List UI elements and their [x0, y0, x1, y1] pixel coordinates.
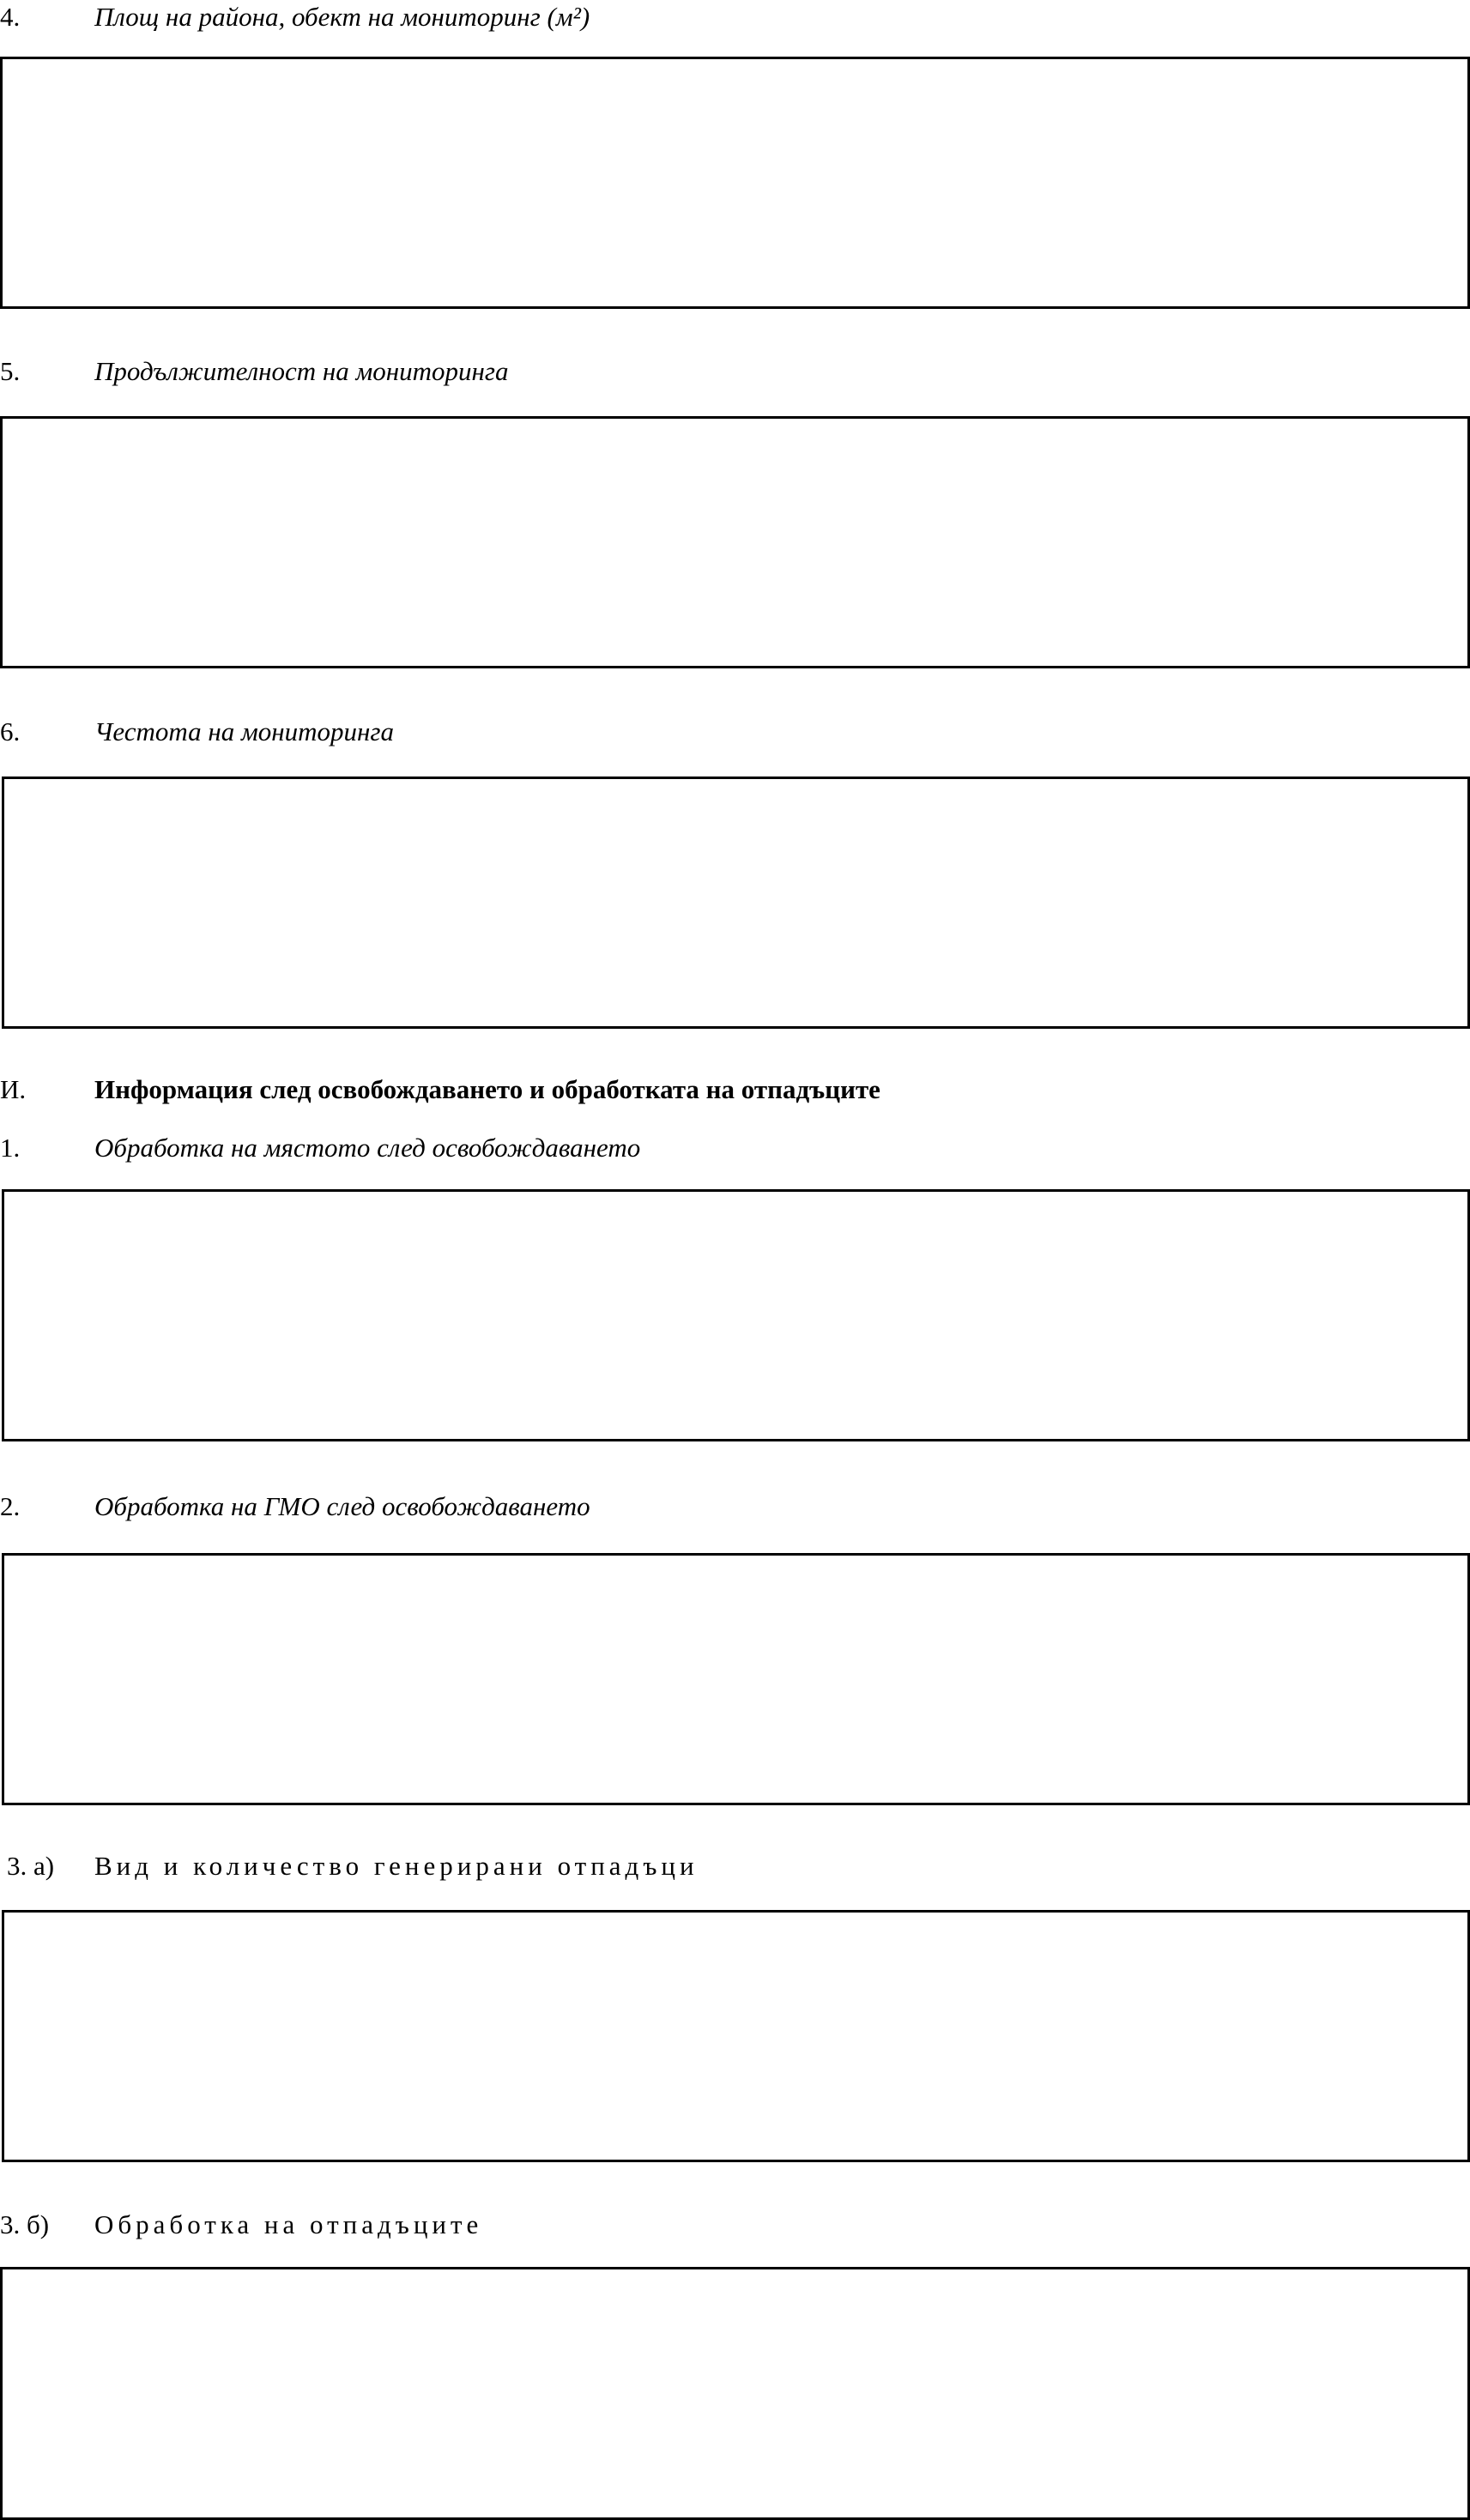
item-number: 5.	[0, 356, 21, 386]
item-label: Обработка на мястото след освобождаването	[94, 1133, 641, 1163]
item-number: 6.	[0, 716, 21, 746]
monitoring-duration-field[interactable]	[0, 416, 1470, 668]
item-number: 4.	[0, 2, 21, 32]
waste-treatment-field[interactable]	[0, 2267, 1470, 2520]
item-number: 2.	[0, 1491, 21, 1521]
monitoring-area-field[interactable]	[0, 57, 1470, 309]
item-label: Честота на мониторинга	[94, 716, 395, 746]
section-number: И.	[0, 1074, 27, 1104]
section-title: Информация след освобождаването и обработката на отпадъците	[94, 1074, 880, 1104]
item-number: 3. б)	[0, 2209, 50, 2239]
monitoring-frequency-field[interactable]	[2, 777, 1470, 1029]
item-label: Обработка на ГМО след освобождаването	[94, 1491, 590, 1521]
item-label: Площ на района, обект на мониторинг (м²)	[94, 2, 590, 32]
item-label: Вид и количество генерирани отпадъци	[94, 1851, 699, 1881]
waste-type-quantity-field[interactable]	[2, 1910, 1470, 2162]
item-number: 3. а)	[7, 1851, 55, 1881]
item-number: 1.	[0, 1133, 21, 1163]
item-label: Продължителност на мониторинга	[94, 356, 509, 386]
item-label: Обработка на отпадъците	[94, 2209, 483, 2239]
site-treatment-field[interactable]	[2, 1189, 1470, 1441]
gmo-treatment-field[interactable]	[2, 1553, 1470, 1805]
